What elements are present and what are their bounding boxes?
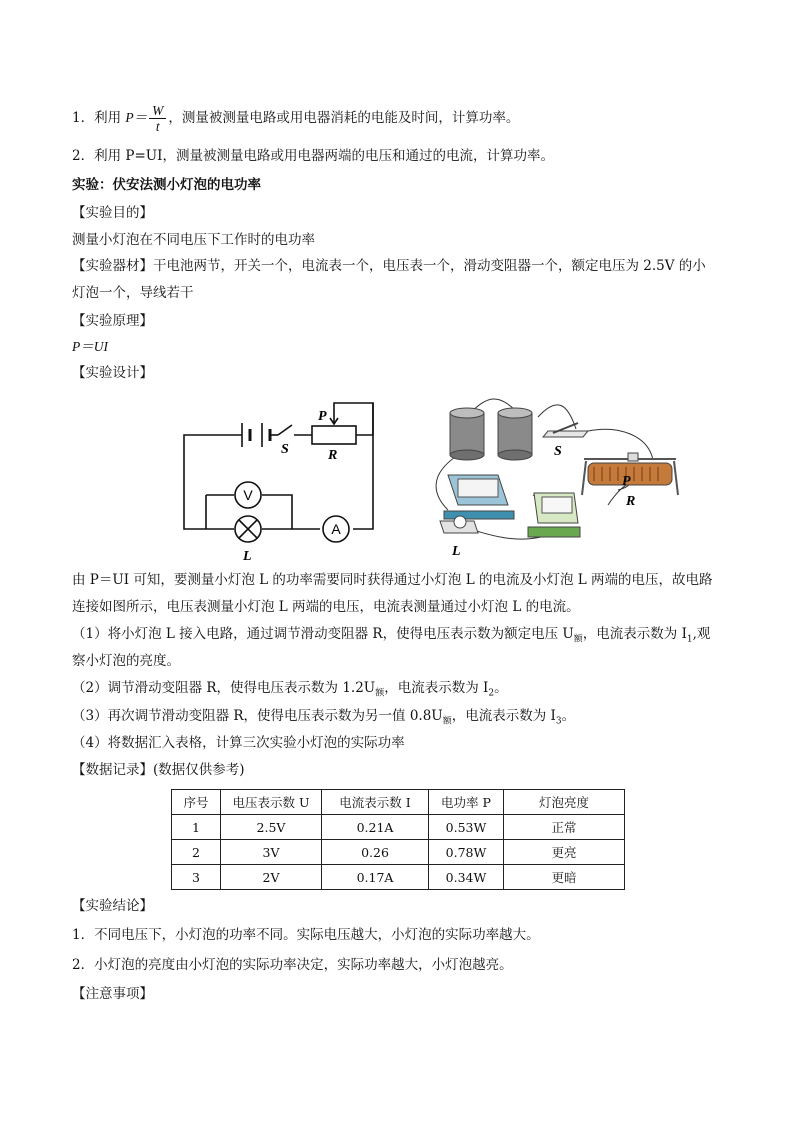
table-cell: 0.78W xyxy=(429,840,504,865)
table-cell: 0.17A xyxy=(322,865,429,890)
schematic-label-l: L xyxy=(243,549,252,564)
fraction-w-over-t: $\frac{W}{t}$ xyxy=(149,103,166,134)
table-header: 电功率 P xyxy=(429,790,504,815)
step-2: （2）调节滑动变阻器 R，使得电压表示数为 $1.2U_额$，电流表示数为 $I_2$。 xyxy=(72,680,508,699)
table-cell: 2 xyxy=(172,840,221,865)
table-cell: 3 xyxy=(172,865,221,890)
table-cell: 0.53W xyxy=(429,815,504,840)
method-2: 2．利用 P=UI，测量被测量电路或用电器两端的电压和通过的电流，计算功率。 xyxy=(72,148,554,164)
step-4: （4）将数据汇入表格，计算三次实验小灯泡的实际功率 xyxy=(72,735,405,751)
table-row xyxy=(172,840,625,865)
equipment-line-1: 【实验器材】干电池两节，开关一个，电流表一个，电压表一个，滑动变阻器一个，额定电压为 2.5V 的小 xyxy=(72,258,706,274)
photo-label-r: R xyxy=(626,494,636,509)
circuit-schematic xyxy=(178,395,388,565)
step-1-line-1: （1）将小灯泡 L 接入电路，通过调节滑动变阻器 R，使得电压表示数为额定电压 $U_额$，电流表示数为 $I_1$,观 xyxy=(72,626,711,645)
data-table xyxy=(171,789,625,890)
table-row xyxy=(172,815,625,840)
schematic-label-a: A xyxy=(331,521,341,537)
explanation-line-2: 连接如图所示，电压表测量小灯泡 L 两端的电压，电流表测量通过小灯泡 L 的电流。 xyxy=(72,599,580,615)
table-cell: 0.34W xyxy=(429,865,504,890)
table-header: 电压表示数 U xyxy=(221,790,322,815)
principle-formula: P＝UI xyxy=(72,339,108,354)
schematic-label-v: V xyxy=(243,487,253,503)
experiment-title: 实验：伏安法测小灯泡的电功率 xyxy=(72,177,261,193)
principle-heading: 【实验原理】 xyxy=(72,313,153,329)
equipment-line-2: 灯泡一个，导线若干 xyxy=(72,285,194,301)
table-cell: 0.21A xyxy=(322,815,429,840)
apparatus-illustration xyxy=(428,395,688,565)
formula-lhs: P＝ xyxy=(125,110,148,125)
voltmeter-icon xyxy=(444,475,514,519)
switch-icon xyxy=(543,423,588,437)
table-row xyxy=(172,865,625,890)
table-cell: 3V xyxy=(221,840,322,865)
purpose-heading: 【实验目的】 xyxy=(72,205,153,221)
table-header-row xyxy=(172,790,625,815)
table-header: 灯泡亮度 xyxy=(504,790,625,815)
notes-heading: 【注意事项】 xyxy=(72,986,153,1002)
table-cell: 正常 xyxy=(504,815,625,840)
table-cell: 2.5V xyxy=(221,815,322,840)
table-cell: 0.26 xyxy=(322,840,429,865)
step-3: （3）再次调节滑动变阻器 R，使得电压表示数为另一值 $0.8U_额$，电流表示数为 $I_3$。 xyxy=(72,708,576,727)
purpose-text: 测量小灯泡在不同电压下工作时的电功率 xyxy=(72,232,315,248)
explanation-line-1: 由 P＝UI 可知，要测量小灯泡 L 的功率需要同时获得通过小灯泡 L 的电流及小灯泡 L 两端的电压，故电路 xyxy=(72,572,713,588)
table-cell: 2V xyxy=(221,865,322,890)
photo-label-l: L xyxy=(452,544,461,559)
conclusion-1: 1．不同电压下，小灯泡的功率不同。实际电压越大，小灯泡的实际功率越大。 xyxy=(72,927,540,943)
step-1-line-2: 察小灯泡的亮度。 xyxy=(72,653,180,669)
ammeter-icon xyxy=(528,493,580,537)
table-cell: 更暗 xyxy=(504,865,625,890)
table-header: 序号 xyxy=(172,790,221,815)
schematic-label-p: P xyxy=(318,409,327,424)
record-heading: 【数据记录】(数据仅供参考) xyxy=(72,762,245,778)
schematic-label-r: R xyxy=(328,448,338,463)
conclusion-2: 2．小灯泡的亮度由小灯泡的实际功率决定，实际功率越大，小灯泡越亮。 xyxy=(72,957,513,973)
photo-label-s: S xyxy=(554,444,562,459)
schematic-label-s: S xyxy=(281,442,289,457)
photo-label-p: P xyxy=(622,474,631,489)
table-cell: 更亮 xyxy=(504,840,625,865)
table-header: 电流表示数 I xyxy=(322,790,429,815)
design-heading: 【实验设计】 xyxy=(72,365,153,381)
battery-icon xyxy=(450,408,532,460)
table-cell: 1 xyxy=(172,815,221,840)
conclusion-heading: 【实验结论】 xyxy=(72,898,153,914)
method-1: 1．利用 P＝ $\frac{W}{t}$ ，测量被测量电路或用电器消耗的电能及时间，计算功率。 xyxy=(72,103,520,134)
